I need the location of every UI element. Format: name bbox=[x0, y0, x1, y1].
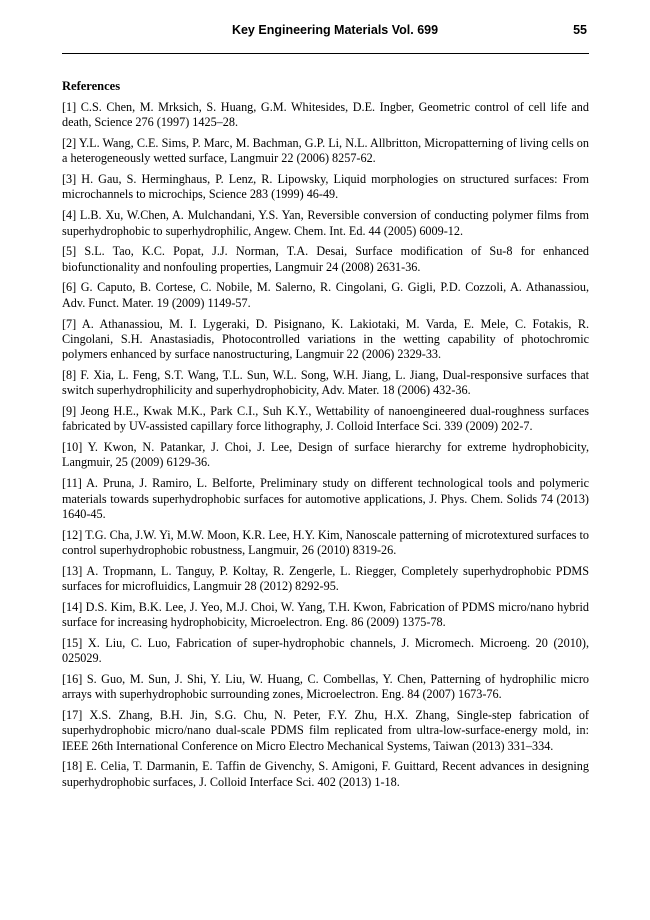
reference-item: [5] S.L. Tao, K.C. Popat, J.J. Norman, T.A. Desai, Surface modification of Su-8 for enhanced biofunctionality and nonfouling properties, Langmuir 24 (2008) 2631-36. bbox=[62, 244, 589, 274]
reference-item: [2] Y.L. Wang, C.E. Sims, P. Marc, M. Bachman, G.P. Li, N.L. Allbritton, Micropatterning of living cells on a heterogeneously wetted surface, Langmuir 22 (2006) 8257-62. bbox=[62, 136, 589, 166]
reference-item: [3] H. Gau, S. Herminghaus, P. Lenz, R. Lipowsky, Liquid morphologies on structured surfaces: From microchannels to microchips, Science 283 (1999) 46-49. bbox=[62, 172, 589, 202]
reference-item: [17] X.S. Zhang, B.H. Jin, S.G. Chu, N. Peter, F.Y. Zhu, H.X. Zhang, Single-step fabrication of superhydrophobic micro/nano dual-scale PDMS film replicated from ultra-low-surface-energy mold, in: IEEE 26th International Conference on Micro Electro Mechanical Systems, Taiwan (2013) 331–334. bbox=[62, 708, 589, 753]
reference-item: [15] X. Liu, C. Luo, Fabrication of super-hydrophobic channels, J. Micromech. Microeng. 20 (2010), 025029. bbox=[62, 635, 589, 666]
reference-item: [16] S. Guo, M. Sun, J. Shi, Y. Liu, W. Huang, C. Combellas, Y. Chen, Patterning of hydrophilic micro arrays with superhydrophobic surrounding zones, Microelectron. Eng. 84 (2007) 1673-76. bbox=[62, 672, 589, 702]
reference-item: [18] E. Celia, T. Darmanin, E. Taffin de Givenchy, S. Amigoni, F. Guittard, Recent advances in designing superhydrophobic surfaces, J. Colloid Interface Sci. 402 (2013) 1-18. bbox=[62, 759, 589, 789]
reference-item: [4] L.B. Xu, W.Chen, A. Mulchandani, Y.S. Yan, Reversible conversion of conducting polymer films from superhydrophobic to superhydrophilic, Angew. Chem. Int. Ed. 44 (2005) 6009-12. bbox=[62, 208, 589, 238]
reference-item: [7] A. Athanassiou, M. I. Lygeraki, D. Pisignano, K. Lakiotaki, M. Varda, E. Mele, C. Fotakis, R. Cingolani, S.H. Anastasiadis, Photocontrolled variations in the wetting capability of photochromic polymers enhanced by surface nanostructuring, Langmuir 22 (2006) 2329-33. bbox=[62, 316, 589, 362]
reference-item: [11] A. Pruna, J. Ramiro, L. Belforte, Preliminary study on different technological tools and polymeric materials towards superhydrophobic surfaces for automotive applications, J. Phys. Chem. Solids 74 (2013) 1640-45. bbox=[62, 476, 589, 521]
reference-item: [10] Y. Kwon, N. Patankar, J. Choi, J. Lee, Design of surface hierarchy for extreme hydrophobicity, Langmuir, 25 (2009) 6129-36. bbox=[62, 440, 589, 470]
reference-item: [12] T.G. Cha, J.W. Yi, M.W. Moon, K.R. Lee, H.Y. Kim, Nanoscale patterning of microtextured surfaces to control superhydrophobic robustness, Langmuir, 26 (2010) 8319-26. bbox=[62, 527, 590, 557]
page-header bbox=[62, 22, 589, 54]
reference-item: [9] Jeong H.E., Kwak M.K., Park C.I., Suh K.Y., Wettability of nanoengineered dual-roughness surfaces fabricated by UV-assisted capillary force lithography, J. Colloid Interface Sci. 339 (2009) 202-7. bbox=[62, 404, 589, 434]
reference-item: [8] F. Xia, L. Feng, S.T. Wang, T.L. Sun, W.L. Song, W.H. Jiang, L. Jiang, Dual-responsive surfaces that switch superhydrophilicity and superhydrophobicity, Adv. Mater. 18 (2006) 432-36. bbox=[62, 367, 589, 398]
page-number: 55 bbox=[573, 23, 587, 37]
reference-item: [1] C.S. Chen, M. Mrksich, S. Huang, G.M. Whitesides, D.E. Ingber, Geometric control of cell life and death, Science 276 (1997) 1425–28. bbox=[62, 100, 589, 130]
reference-item: [14] D.S. Kim, B.K. Lee, J. Yeo, M.J. Choi, W. Yang, T.H. Kwon, Fabrication of PDMS micro/nano hybrid surface for increasing hydrophobicity, Microelectron. Eng. 86 (2009) 1375-78. bbox=[62, 599, 589, 630]
reference-item: [13] A. Tropmann, L. Tanguy, P. Koltay, R. Zengerle, L. Riegger, Completely superhydrophobic PDMS surfaces for microfluidics, Langmuir 28 (2012) 8292-95. bbox=[62, 563, 589, 594]
references-heading: References bbox=[62, 79, 121, 93]
reference-list bbox=[62, 100, 589, 796]
reference-item: [6] G. Caputo, B. Cortese, C. Nobile, M. Salerno, R. Cingolani, G. Gigli, P.D. Cozzoli, A. Athanassiou, Adv. Funct. Mater. 19 (2009) 1149-57. bbox=[62, 280, 589, 310]
journal-title: Key Engineering Materials Vol. 699 bbox=[231, 23, 439, 37]
